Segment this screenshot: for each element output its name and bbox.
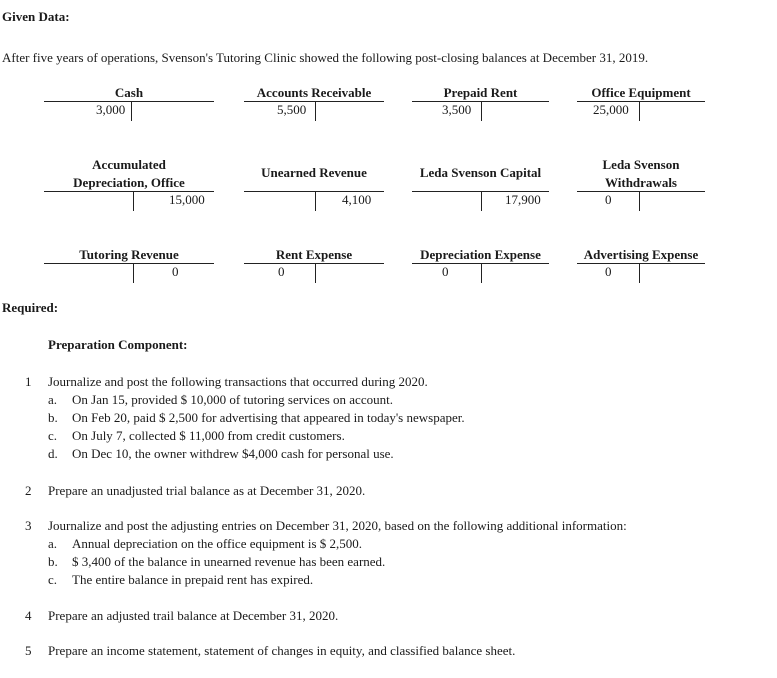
sub-item-text: On Feb 20, paid $ 2,500 for advertising that appeared in today's newspaper.	[72, 410, 465, 425]
t-account-rent-expense	[244, 246, 384, 286]
t-account-accumulated-depreciation	[44, 156, 214, 216]
t-account-rule	[44, 101, 214, 102]
t-account-title: Leda Svenson Capital	[419, 165, 542, 180]
t-account-cash	[44, 84, 214, 124]
t-account-tutoring-revenue	[44, 246, 214, 286]
step-number: 2	[25, 483, 32, 498]
sub-item-letter: c.	[48, 572, 58, 587]
t-account-leda-svenson-withdrawals	[577, 156, 705, 216]
step-number: 5	[25, 643, 32, 658]
t-account-divider	[315, 191, 316, 211]
t-account-title: Unearned Revenue	[261, 165, 367, 180]
step-text: Journalize and post the following transactions that occurred during 2020.	[48, 374, 428, 389]
t-account-leda-svenson-capital	[412, 164, 549, 216]
t-account-debit-balance: 3,000	[96, 102, 126, 117]
step-number: 4	[25, 608, 32, 623]
step-text: Journalize and post the adjusting entries on December 31, 2020, based on the following additional information:	[48, 518, 627, 533]
sub-item-letter: b.	[48, 410, 58, 425]
t-account-credit-balance: 0	[172, 264, 179, 279]
t-account-unearned-revenue	[244, 164, 384, 216]
t-account-divider	[481, 101, 482, 121]
sub-item-letter: a.	[48, 536, 58, 551]
t-account-title-line1: Leda Svenson	[602, 157, 680, 172]
t-account-rule	[577, 191, 705, 192]
preparation-component-heading: Preparation Component:	[48, 337, 188, 352]
step-text: Prepare an income statement, statement of changes in equity, and classified balance sheet.	[48, 643, 516, 658]
t-account-divider	[639, 101, 640, 121]
t-account-divider	[639, 191, 640, 211]
t-account-debit-balance: 0	[605, 192, 612, 207]
sub-item-letter: a.	[48, 392, 58, 407]
t-account-rule	[577, 263, 705, 264]
sub-item-text: Annual depreciation on the office equipment is $ 2,500.	[72, 536, 363, 551]
t-account-office-equipment	[577, 84, 705, 124]
t-account-rule	[244, 263, 384, 264]
sub-item-letter: b.	[48, 554, 58, 569]
t-account-credit-balance: 15,000	[169, 192, 205, 207]
t-account-title: Accounts Receivable	[256, 85, 372, 100]
t-account-title: Depreciation Expense	[420, 247, 541, 262]
t-account-divider	[639, 263, 640, 283]
sub-item-text: $ 3,400 of the balance in unearned revenue has been earned.	[72, 554, 386, 569]
t-account-title: Advertising Expense	[583, 247, 699, 262]
t-account-divider	[133, 263, 134, 283]
t-account-credit-balance: 17,900	[505, 192, 541, 207]
t-account-debit-balance: 5,500	[277, 102, 307, 117]
t-account-title: Cash	[114, 85, 144, 100]
t-account-divider	[315, 263, 316, 283]
step-number: 1	[25, 374, 32, 389]
sub-item-text: On July 7, collected $ 11,000 from credit customers.	[72, 428, 345, 443]
intro-text: After five years of operations, Svenson's Tutoring Clinic showed the following post-closing balances at December 31, 2019.	[2, 50, 649, 65]
sub-item-letter: d.	[48, 446, 58, 461]
t-account-title-line2: Withdrawals	[605, 175, 677, 190]
sub-item-text: The entire balance in prepaid rent has expired.	[72, 572, 314, 587]
t-account-debit-balance: 3,500	[442, 102, 472, 117]
t-account-accounts-receivable	[244, 84, 384, 124]
t-account-debit-balance: 25,000	[593, 102, 629, 117]
t-account-debit-balance: 0	[605, 264, 612, 279]
given-data-heading: Given Data:	[2, 9, 70, 24]
t-account-title: Rent Expense	[275, 247, 353, 262]
t-account-prepaid-rent	[412, 84, 549, 124]
t-account-divider	[481, 263, 482, 283]
required-heading: Required:	[2, 300, 59, 315]
sub-item-text: On Jan 15, provided $ 10,000 of tutoring services on account.	[72, 392, 393, 407]
t-account-divider	[481, 191, 482, 211]
t-account-credit-balance: 4,100	[342, 192, 372, 207]
step-text: Prepare an unadjusted trial balance as at December 31, 2020.	[48, 483, 366, 498]
t-account-debit-balance: 0	[278, 264, 285, 279]
step-text: Prepare an adjusted trail balance at December 31, 2020.	[48, 608, 339, 623]
t-account-advertising-expense	[577, 246, 705, 286]
sub-item-letter: c.	[48, 428, 58, 443]
t-account-title: Prepaid Rent	[443, 85, 518, 100]
t-account-depreciation-expense	[412, 246, 549, 286]
t-account-divider	[315, 101, 316, 121]
sub-item-text: On Dec 10, the owner withdrew $4,000 cash for personal use.	[72, 446, 394, 461]
t-account-title-line1: Accumulated	[92, 157, 166, 172]
t-account-rule	[244, 101, 384, 102]
t-account-title-line2: Depreciation, Office	[73, 175, 185, 190]
t-account-divider	[133, 191, 134, 211]
t-account-debit-balance: 0	[442, 264, 449, 279]
t-account-title: Office Equipment	[591, 85, 691, 100]
t-account-title: Tutoring Revenue	[79, 247, 179, 262]
t-account-divider	[131, 101, 132, 121]
t-account-rule	[44, 263, 214, 264]
step-number: 3	[25, 518, 32, 533]
